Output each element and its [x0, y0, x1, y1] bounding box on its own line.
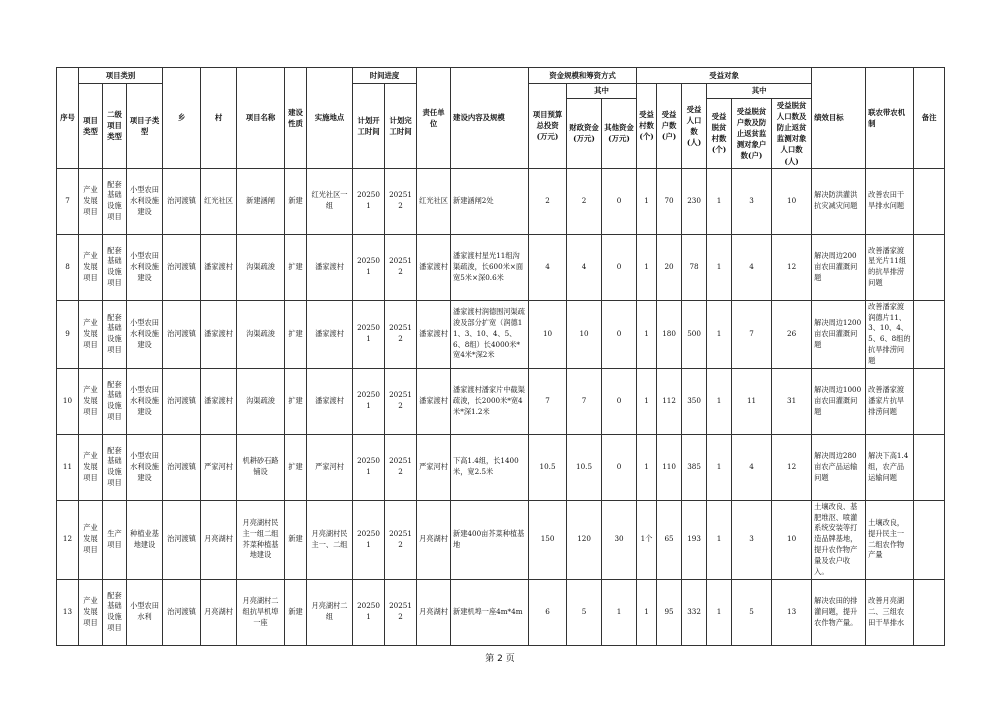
cell-pp: 13 [772, 579, 812, 645]
cell-remark [914, 434, 945, 500]
cell-bh: 110 [657, 434, 682, 500]
cell-unit: 红光社区 [417, 168, 451, 234]
cell-village: 月亮湖村 [201, 500, 237, 579]
table-row [57, 500, 945, 579]
header-other: 其他资金(万元) [602, 99, 637, 169]
cell-goal: 解决周边1200亩农田灌溉问题 [812, 300, 866, 368]
cell-remark [914, 368, 945, 434]
cell-fiscal: 5 [567, 579, 602, 645]
cell-bh: 70 [657, 168, 682, 234]
cell-name: 新建涵闸 [237, 168, 285, 234]
cell-start: 202501 [353, 434, 385, 500]
header-mechanism: 联农带农机制 [866, 68, 914, 169]
cell-village: 月亮湖村 [201, 579, 237, 645]
cell-seq: 10 [57, 368, 79, 434]
cell-content: 新建机埠一座4m*4m [451, 579, 529, 645]
header-benefit-group: 受益对象 [637, 68, 812, 84]
cell-start: 202501 [353, 579, 385, 645]
header-village: 村 [201, 68, 237, 169]
header-category-group: 项目类别 [79, 68, 163, 84]
cell-loc: 潘家渡村 [307, 234, 353, 300]
cell-cat: 产业发展项目 [79, 368, 103, 434]
header-category: 项目类型 [79, 84, 103, 169]
cell-bh: 95 [657, 579, 682, 645]
cell-nature: 新建 [285, 579, 307, 645]
cell-loc: 严家河村 [307, 434, 353, 500]
cell-bp: 230 [682, 168, 707, 234]
cell-budget: 7 [529, 368, 567, 434]
cell-remark [914, 168, 945, 234]
cell-goal: 解决农田的排灌问题，提升农作物产量。 [812, 579, 866, 645]
cell-nature: 扩建 [285, 234, 307, 300]
cell-bv: 1 [637, 579, 657, 645]
cell-start: 202501 [353, 234, 385, 300]
project-table [56, 67, 945, 646]
cell-goal: 解决周边280亩农产品运输问题 [812, 434, 866, 500]
header-ben-people: 受益人口数(人) [682, 84, 707, 169]
cell-content: 潘家渡村润德围河渠疏浚及部分扩宽（润德11、3、10、4、5、6、8组）长4000米*宽4米*深2米 [451, 300, 529, 368]
cell-pv: 1 [707, 579, 732, 645]
cell-village: 严家河村 [201, 434, 237, 500]
cell-name: 沟渠疏浚 [237, 368, 285, 434]
cell-bv: 1 [637, 368, 657, 434]
cell-remark [914, 234, 945, 300]
cell-bp: 332 [682, 579, 707, 645]
cell-cat: 产业发展项目 [79, 300, 103, 368]
cell-nature: 扩建 [285, 368, 307, 434]
cell-nature: 扩建 [285, 300, 307, 368]
cell-sub: 种植业基地建设 [127, 500, 163, 579]
cell-end: 202512 [385, 500, 417, 579]
table-row [57, 434, 945, 500]
cell-unit: 月亮湖村 [417, 579, 451, 645]
cell-bv: 1个 [637, 500, 657, 579]
header-township: 乡 [163, 68, 201, 169]
cell-loc: 月亮湖村民主一、二组 [307, 500, 353, 579]
cell-ph: 3 [732, 168, 772, 234]
cell-loc: 红光社区一组 [307, 168, 353, 234]
header-remark: 备注 [914, 68, 945, 169]
cell-mech: 改善潘家渡潘家片抗旱排涝问题 [866, 368, 914, 434]
cell-town: 治河渡镇 [163, 500, 201, 579]
cell-pp: 12 [772, 434, 812, 500]
header-category2: 二级项目类型 [103, 84, 127, 169]
header-budget: 项目预算总投资(万元) [529, 84, 567, 169]
cell-fiscal: 120 [567, 500, 602, 579]
cell-nature: 扩建 [285, 434, 307, 500]
cell-sub: 小型农田水利设施建设 [127, 300, 163, 368]
header-project-name: 项目名称 [237, 68, 285, 169]
header-goal: 绩效目标 [812, 68, 866, 169]
cell-seq: 9 [57, 300, 79, 368]
cell-village: 潘家渡村 [201, 368, 237, 434]
cell-remark [914, 500, 945, 579]
cell-cat: 产业发展项目 [79, 434, 103, 500]
cell-town: 治河渡镇 [163, 434, 201, 500]
cell-budget: 6 [529, 579, 567, 645]
cell-loc: 月亮湖村二组 [307, 579, 353, 645]
cell-nature: 新建 [285, 500, 307, 579]
cell-nature: 新建 [285, 168, 307, 234]
cell-town: 治河渡镇 [163, 168, 201, 234]
table-row [57, 579, 945, 645]
cell-fiscal: 7 [567, 368, 602, 434]
cell-fiscal: 10.5 [567, 434, 602, 500]
cell-start: 202501 [353, 500, 385, 579]
header-poor-households: 受益脱贫户数及防止返贫监测对象户数(户) [732, 99, 772, 169]
cell-end: 202512 [385, 579, 417, 645]
cell-cat2: 配套基础设施项目 [103, 168, 127, 234]
cell-bp: 500 [682, 300, 707, 368]
header-end: 计划完工时间 [385, 84, 417, 169]
cell-cat2: 配套基础设施项目 [103, 579, 127, 645]
cell-pp: 12 [772, 234, 812, 300]
cell-other: 0 [602, 368, 637, 434]
table-body [57, 168, 945, 645]
cell-cat2: 配套基础设施项目 [103, 300, 127, 368]
cell-end: 202512 [385, 234, 417, 300]
cell-mech: 土壤改良，提升民主一二组农作物产量 [866, 500, 914, 579]
header-fund-sub: 其中 [567, 84, 637, 99]
cell-unit: 严家河村 [417, 434, 451, 500]
header-ben-households: 受益户数(户) [657, 84, 682, 169]
cell-seq: 8 [57, 234, 79, 300]
table-row [57, 234, 945, 300]
cell-bh: 65 [657, 500, 682, 579]
cell-ph: 4 [732, 234, 772, 300]
header-start: 计划开工时间 [353, 84, 385, 169]
header-fund-group: 资金规模和筹资方式 [529, 68, 637, 84]
cell-pv: 1 [707, 500, 732, 579]
cell-content: 新建400亩芥菜种植基地 [451, 500, 529, 579]
cell-pp: 26 [772, 300, 812, 368]
cell-ph: 4 [732, 434, 772, 500]
cell-bv: 1 [637, 234, 657, 300]
cell-ph: 3 [732, 500, 772, 579]
cell-town: 治河渡镇 [163, 234, 201, 300]
cell-seq: 11 [57, 434, 79, 500]
cell-cat2: 配套基础设施项目 [103, 368, 127, 434]
cell-mech: 改善月亮湖二、三组农田干旱排水 [866, 579, 914, 645]
header-ben-villages: 受益村数(个) [637, 84, 657, 169]
cell-other: 0 [602, 300, 637, 368]
cell-name: 月亮湖村民主一组二组芥菜种植基地建设 [237, 500, 285, 579]
cell-name: 沟渠疏浚 [237, 234, 285, 300]
cell-pp: 31 [772, 368, 812, 434]
cell-name: 沟渠疏浚 [237, 300, 285, 368]
cell-cat2: 配套基础设施项目 [103, 434, 127, 500]
cell-budget: 4 [529, 234, 567, 300]
cell-sub: 小型农田水利设施建设 [127, 234, 163, 300]
cell-content: 新建涵闸2处 [451, 168, 529, 234]
cell-bp: 350 [682, 368, 707, 434]
cell-fiscal: 4 [567, 234, 602, 300]
cell-end: 202512 [385, 368, 417, 434]
cell-sub: 小型农田水利设施建设 [127, 368, 163, 434]
header-poor-people: 受益脱贫人口数及防止返贫监测对象人口数(人) [772, 99, 812, 169]
cell-unit: 潘家渡村 [417, 234, 451, 300]
cell-fiscal: 10 [567, 300, 602, 368]
cell-name: 月亮湖村二组抗旱机埠一座 [237, 579, 285, 645]
cell-cat2: 配套基础设施项目 [103, 234, 127, 300]
cell-town: 治河渡镇 [163, 579, 201, 645]
cell-mech: 改善潘家渡润德片11、3、10、4、5、6、8组的抗旱排涝问题 [866, 300, 914, 368]
cell-seq: 12 [57, 500, 79, 579]
table-row [57, 368, 945, 434]
cell-village: 潘家渡村 [201, 234, 237, 300]
cell-goal: 解决周边1000亩农田灌溉问题 [812, 368, 866, 434]
cell-fiscal: 2 [567, 168, 602, 234]
cell-other: 0 [602, 168, 637, 234]
cell-sub: 小型农田水利设施建设 [127, 434, 163, 500]
cell-mech: 解决下高1.4组，农产品运输问题 [866, 434, 914, 500]
cell-budget: 150 [529, 500, 567, 579]
cell-budget: 10 [529, 300, 567, 368]
header-location: 实施地点 [307, 68, 353, 169]
cell-bp: 78 [682, 234, 707, 300]
cell-mech: 改善农田干旱排水问题 [866, 168, 914, 234]
header-content: 建设内容及规模 [451, 68, 529, 169]
header-ben-sub: 其中 [707, 84, 812, 99]
cell-seq: 7 [57, 168, 79, 234]
cell-town: 治河渡镇 [163, 368, 201, 434]
cell-loc: 潘家渡村 [307, 300, 353, 368]
cell-village: 潘家渡村 [201, 300, 237, 368]
cell-ph: 5 [732, 579, 772, 645]
cell-budget: 10.5 [529, 434, 567, 500]
cell-unit: 月亮湖村 [417, 500, 451, 579]
header-subtype: 项目子类型 [127, 84, 163, 169]
cell-bh: 180 [657, 300, 682, 368]
header-time-group: 时间进度 [353, 68, 417, 84]
cell-goal: 解决防洪灌洪抗灾减灾问题 [812, 168, 866, 234]
cell-name: 机耕砂石路铺设 [237, 434, 285, 500]
cell-unit: 潘家渡村 [417, 368, 451, 434]
header-seq: 序号 [57, 68, 79, 169]
cell-budget: 2 [529, 168, 567, 234]
cell-remark [914, 300, 945, 368]
cell-pv: 1 [707, 368, 732, 434]
header-nature: 建设性质 [285, 68, 307, 169]
cell-pp: 10 [772, 168, 812, 234]
cell-other: 0 [602, 234, 637, 300]
cell-pv: 1 [707, 300, 732, 368]
table-row [57, 168, 945, 234]
cell-end: 202512 [385, 434, 417, 500]
cell-bh: 112 [657, 368, 682, 434]
cell-pv: 1 [707, 168, 732, 234]
cell-ph: 7 [732, 300, 772, 368]
cell-start: 202501 [353, 368, 385, 434]
cell-cat2: 生产项目 [103, 500, 127, 579]
cell-village: 红光社区 [201, 168, 237, 234]
cell-goal: 解决周边200亩农田灌溉问题 [812, 234, 866, 300]
header-poor-villages: 受益脱贫村数(个) [707, 99, 732, 169]
cell-content: 潘家渡村星光11组沟渠疏浚，长600米×面宽5米×深0.6米 [451, 234, 529, 300]
cell-content: 潘家渡村潘家片中截渠疏浚，长2000米*宽4米*深1.2米 [451, 368, 529, 434]
cell-sub: 小型农田水利设施建设 [127, 168, 163, 234]
cell-start: 202501 [353, 300, 385, 368]
cell-other: 1 [602, 579, 637, 645]
cell-end: 202512 [385, 300, 417, 368]
cell-bv: 1 [637, 300, 657, 368]
cell-goal: 土壤改良、基肥堆沤、喷灌系统安装等打造品牌基地，提升农作物产量及农户收入。 [812, 500, 866, 579]
cell-loc: 潘家渡村 [307, 368, 353, 434]
cell-bp: 193 [682, 500, 707, 579]
cell-ph: 11 [732, 368, 772, 434]
cell-content: 下高1.4组，长1400米，宽2.5米 [451, 434, 529, 500]
cell-mech: 改善潘家渡星光片11组的抗旱排涝问题 [866, 234, 914, 300]
cell-remark [914, 579, 945, 645]
cell-seq: 13 [57, 579, 79, 645]
cell-cat: 产业发展项目 [79, 168, 103, 234]
cell-unit: 潘家渡村 [417, 300, 451, 368]
cell-other: 30 [602, 500, 637, 579]
cell-town: 治河渡镇 [163, 300, 201, 368]
cell-cat: 产业发展项目 [79, 234, 103, 300]
cell-bp: 385 [682, 434, 707, 500]
cell-other: 0 [602, 434, 637, 500]
header-unit: 责任单位 [417, 68, 451, 169]
cell-bv: 1 [637, 168, 657, 234]
table-row [57, 300, 945, 368]
cell-sub: 小型农田水利 [127, 579, 163, 645]
cell-cat: 产业发展项目 [79, 500, 103, 579]
cell-bh: 20 [657, 234, 682, 300]
cell-start: 202501 [353, 168, 385, 234]
header-fiscal: 财政资金(万元) [567, 99, 602, 169]
cell-pv: 1 [707, 434, 732, 500]
cell-pp: 10 [772, 500, 812, 579]
cell-cat: 产业发展项目 [79, 579, 103, 645]
cell-pv: 1 [707, 234, 732, 300]
cell-end: 202512 [385, 168, 417, 234]
cell-bv: 1 [637, 434, 657, 500]
page-number: 第 2 页 [485, 654, 515, 664]
